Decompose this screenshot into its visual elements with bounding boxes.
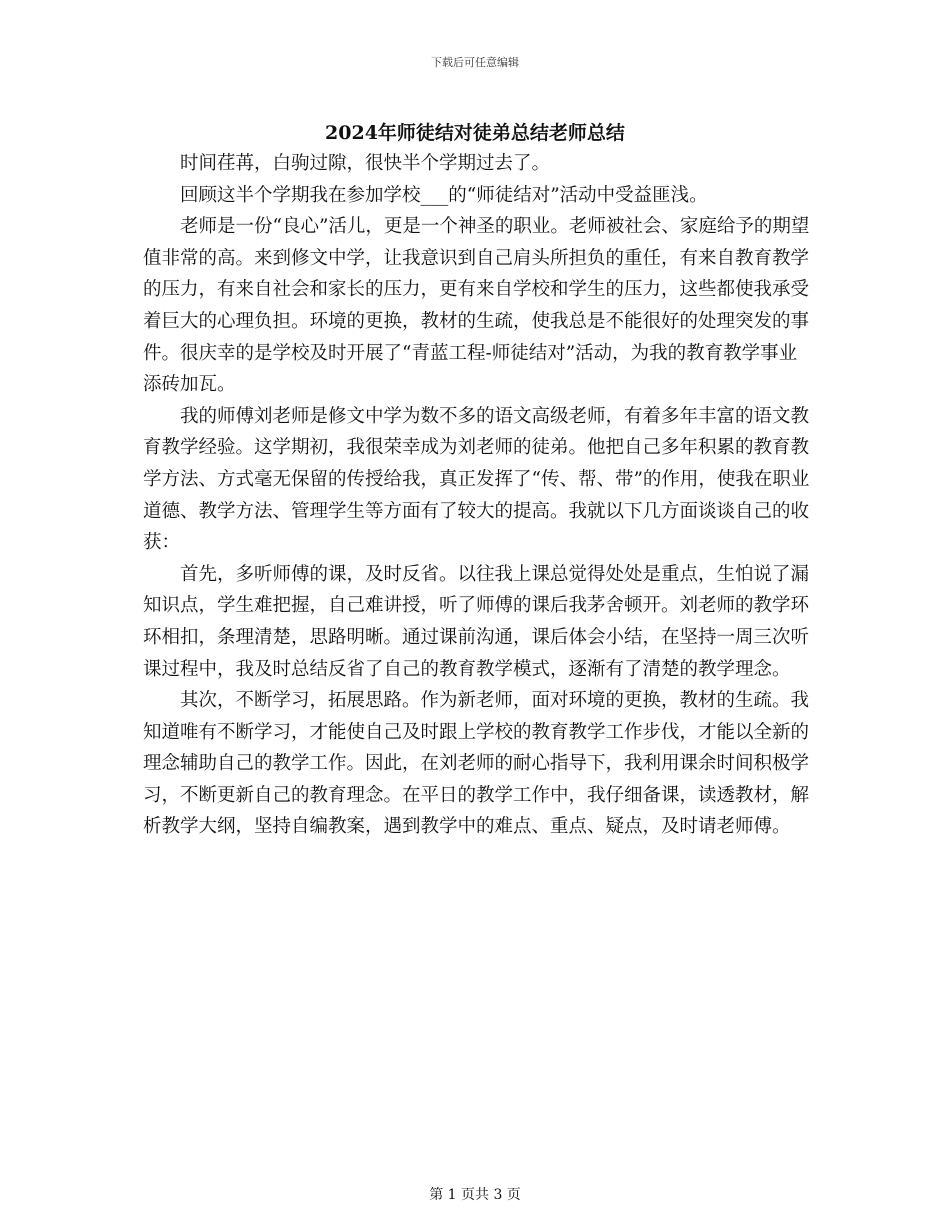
paragraph: 时间荏苒，白驹过隙，很快半个学期过去了。 <box>180 153 551 174</box>
paragraph: 我的师傅刘老师是修文中学为数不多的语文高级老师，有着多年丰富的语文教育教学经验。这学期初，我很荣幸成为刘老师的徒弟。他把自己多年积累的教育教学方法、方式毫无保留的传授给我，真正发挥了“传、帮、带”的作用，使我在职业道德、教学方法、管理学生等方面有了较大的提高。我就以下几方面谈谈自己的收获： <box>143 405 810 554</box>
document-body <box>143 148 815 843</box>
document-title: 2024年师徒结对徒弟总结老师总结 <box>325 122 625 144</box>
paragraph: 回顾这半个学期我在参加学校___的“师徒结对”活动中受益匪浅。 <box>180 184 708 206</box>
paragraph: 首先，多听师傅的课，及时反省。以往我上课总觉得处处是重点，生怕说了漏知识点，学生难把握，自己难讲授，听了师傅的课后我茅舍顿开。刘老师的教学环环相扣，条理清楚，思路明晰。通过课前沟通，课后体会小结，在坚持一周三次听课过程中，我及时总结反省了自己的教育教学模式，逐渐有了清楚的教学理念。 <box>143 563 810 680</box>
paragraph: 其次，不断学习，拓展思路。作为新老师，面对环境的更换，教材的生疏。我知道唯有不断学习，才能使自己及时跟上学校的教育教学工作步伐，才能以全新的理念辅助自己的教学工作。因此，在刘老师的耐心指导下，我利用课余时间积极学习，不断更新自己的教育理念。在平日的教学工作中，我仔细备课，读透教材，解析教学大纲，坚持自编教案，遇到教学中的难点、重点、疑点，及时请老师傅。 <box>143 690 810 838</box>
page-header: 下载后可任意编辑 <box>431 56 519 69</box>
page-footer: 第 1 页共 3 页 <box>429 1187 521 1203</box>
paragraph: 老师是一份“良心”活儿，更是一个神圣的职业。老师被社会、家庭给予的期望值非常的高。来到修文中学，让我意识到自己肩头所担负的重任，有来自教育教学的压力，有来自社会和家长的压力，更有来自学校和学生的压力，这些都使我承受着巨大的心理负担。环境的更换，教材的生疏，使我总是不能很好的处理突发的事件。很庆幸的是学校及时开展了“青蓝工程-师徒结对”活动，为我的教育教学事业添砖加瓦。 <box>143 216 810 396</box>
